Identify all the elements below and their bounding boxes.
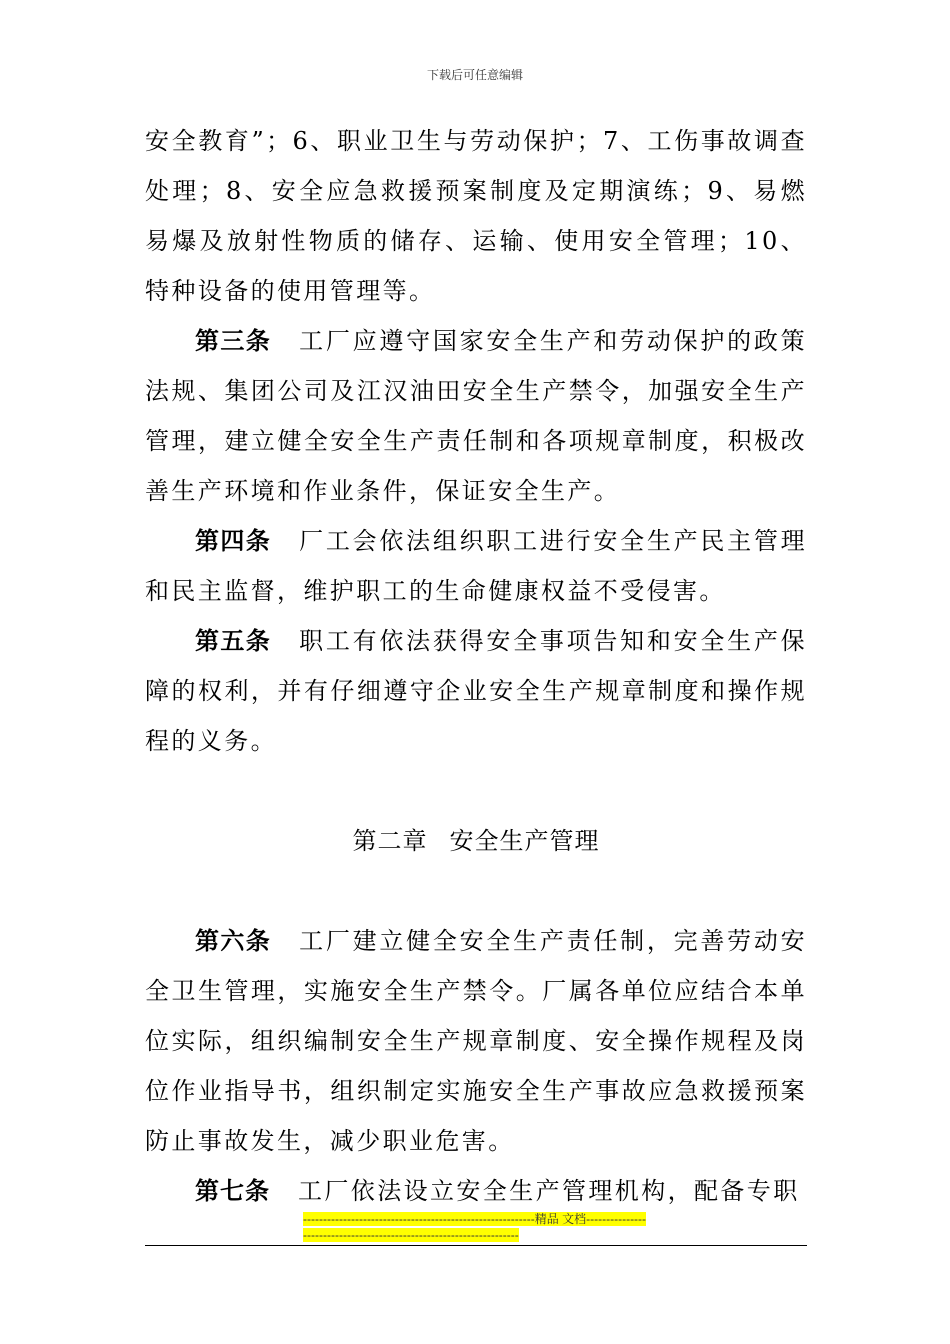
article-text: 工厂建立健全安全生产责任制，完善劳动安全卫生管理，实施安全生产禁令。厂属各单位应结合本单位实际，组织编制安全生产规章制度、安全操作规程及岗位作业指导书，组织制定实施安全生产事故应急救援预案防止事故发生，减少职业危害。 [145, 927, 807, 1155]
article-label: 第七条 [195, 1177, 270, 1205]
article-label: 第六条 [195, 927, 272, 955]
article-3 [145, 316, 807, 516]
article-label: 第三条 [195, 327, 272, 355]
article-4 [145, 516, 807, 616]
footer-divider [145, 1245, 807, 1246]
chapter-number: 第二章 [352, 827, 428, 855]
article-label: 第四条 [195, 527, 272, 555]
article-text: 工厂应遵守国家安全生产和劳动保护的政策法规、集团公司及江汉油田安全生产禁令，加强安全生产管理，建立健全安全生产责任制和各项规章制度，积极改善生产环境和作业条件，保证安全生产。 [145, 327, 807, 505]
chapter-heading [145, 816, 807, 866]
article-text: 职工有依法获得安全事项告知和安全生产保障的权利，并有仔细遵守企业安全生产规章制度和操作规程的义务。 [145, 627, 807, 755]
article-6 [145, 916, 807, 1166]
header-note: 下载后可任意编辑 [426, 68, 523, 82]
article-label: 第五条 [195, 627, 272, 655]
article-5 [145, 616, 807, 766]
article-text: 工厂依法设立安全生产管理机构，配备专职 [298, 1177, 800, 1205]
document-body [145, 116, 807, 1216]
article-7 [145, 1166, 807, 1216]
chapter-title: 安全生产管理 [449, 827, 600, 855]
article-text: 厂工会依法组织职工进行安全生产民主管理和民主监督，维护职工的生命健康权益不受侵害。 [145, 527, 807, 605]
footer-banner [303, 1211, 649, 1243]
footer-banner-text: ----------------------------------------------------------精品 文档--------------------------------------------------------------------- [303, 1212, 647, 1242]
paragraph-continued: 安全教育”；6、职业卫生与劳动保护；7、工伤事故调查处理；8、安全应急救援预案制度及定期演练；9、易燃易爆及放射性物质的储存、运输、使用安全管理；10、特种设备的使用管理等。 [145, 127, 807, 305]
